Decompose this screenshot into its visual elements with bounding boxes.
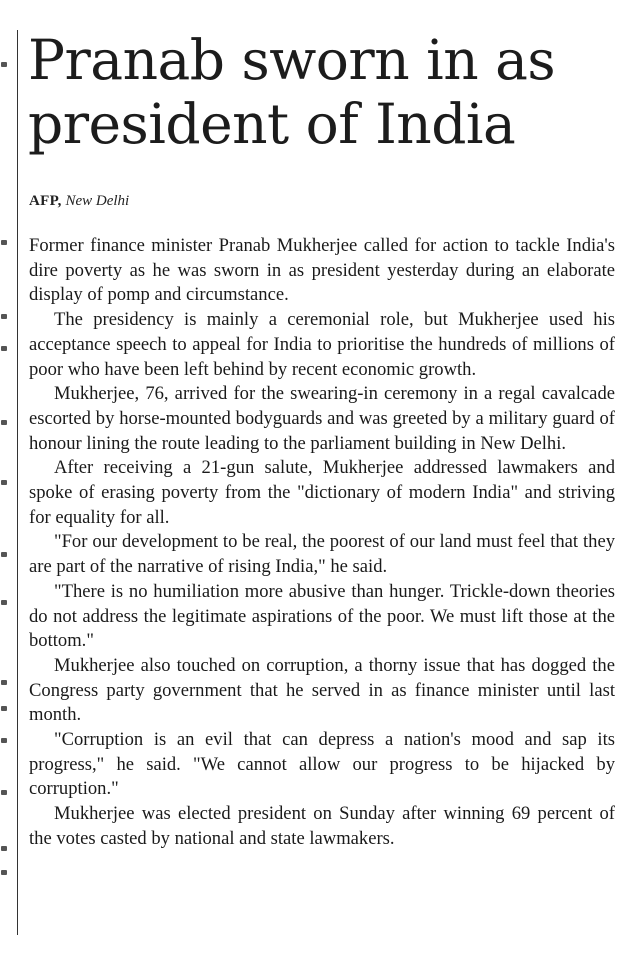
- text-fragment: [1, 240, 7, 245]
- paragraph: The presidency is mainly a ceremonial role, but Mukherjee used his acceptance speech to appeal for India to prioritise the hundreds of millions of poor who have been left behind by recent economic growth.: [29, 309, 615, 380]
- byline: [29, 193, 129, 210]
- paragraph: "Corruption is an evil that can depress a nation's mood and sap its progress," he said. "We cannot allow our progress to be hijacked by corruption.": [29, 729, 615, 800]
- headline: Pranab sworn in as president of India: [28, 28, 556, 156]
- text-fragment: [1, 346, 7, 351]
- paragraph: Mukherjee, 76, arrived for the swearing-in ceremony in a regal cavalcade escorted by horse-mounted bodyguards and was greeted by a military guard of honour lining the route leading to the parliament building in New Delhi.: [29, 383, 615, 454]
- text-fragment: [1, 738, 7, 743]
- text-fragment: [1, 680, 7, 685]
- text-fragment: [1, 552, 7, 557]
- paragraph: Mukherjee was elected president on Sunday after winning 69 percent of the votes casted by national and state lawmakers.: [29, 803, 615, 849]
- paragraph: "There is no humiliation more abusive than hunger. Trickle-down theories do not address the legitimate aspirations of the poor. We must lift those at the bottom.": [29, 580, 615, 652]
- text-fragment: [1, 62, 7, 67]
- text-fragment: [1, 706, 7, 711]
- text-fragment: [1, 480, 7, 485]
- paragraph: After receiving a 21-gun salute, Mukherjee addressed lawmakers and spoke of erasing poverty from the "dictionary of modern India" and striving for equality for all.: [29, 457, 615, 528]
- column-divider: [17, 30, 18, 935]
- paragraph: Former finance minister Pranab Mukherjee called for action to tackle India's dire poverty as he was sworn in as president yesterday during an elaborate display of pomp and circumstance.: [29, 235, 615, 306]
- text-fragment: [1, 846, 7, 851]
- byline-agency: AFP,: [29, 193, 62, 209]
- article-body: [29, 234, 615, 852]
- text-fragment: [1, 314, 7, 319]
- byline-location: New Delhi: [65, 193, 130, 209]
- paragraph: Mukherjee also touched on corruption, a thorny issue that has dogged the Congress party government that he served in as finance minister until last month.: [29, 654, 615, 726]
- text-fragment: [1, 790, 7, 795]
- text-fragment: [1, 600, 7, 605]
- text-fragment: [1, 420, 7, 425]
- text-fragment: [1, 870, 7, 875]
- paragraph: "For our development to be real, the poorest of our land must feel that they are part of the narrative of rising India," he said.: [29, 531, 615, 578]
- adjacent-column-fragments: [0, 0, 10, 953]
